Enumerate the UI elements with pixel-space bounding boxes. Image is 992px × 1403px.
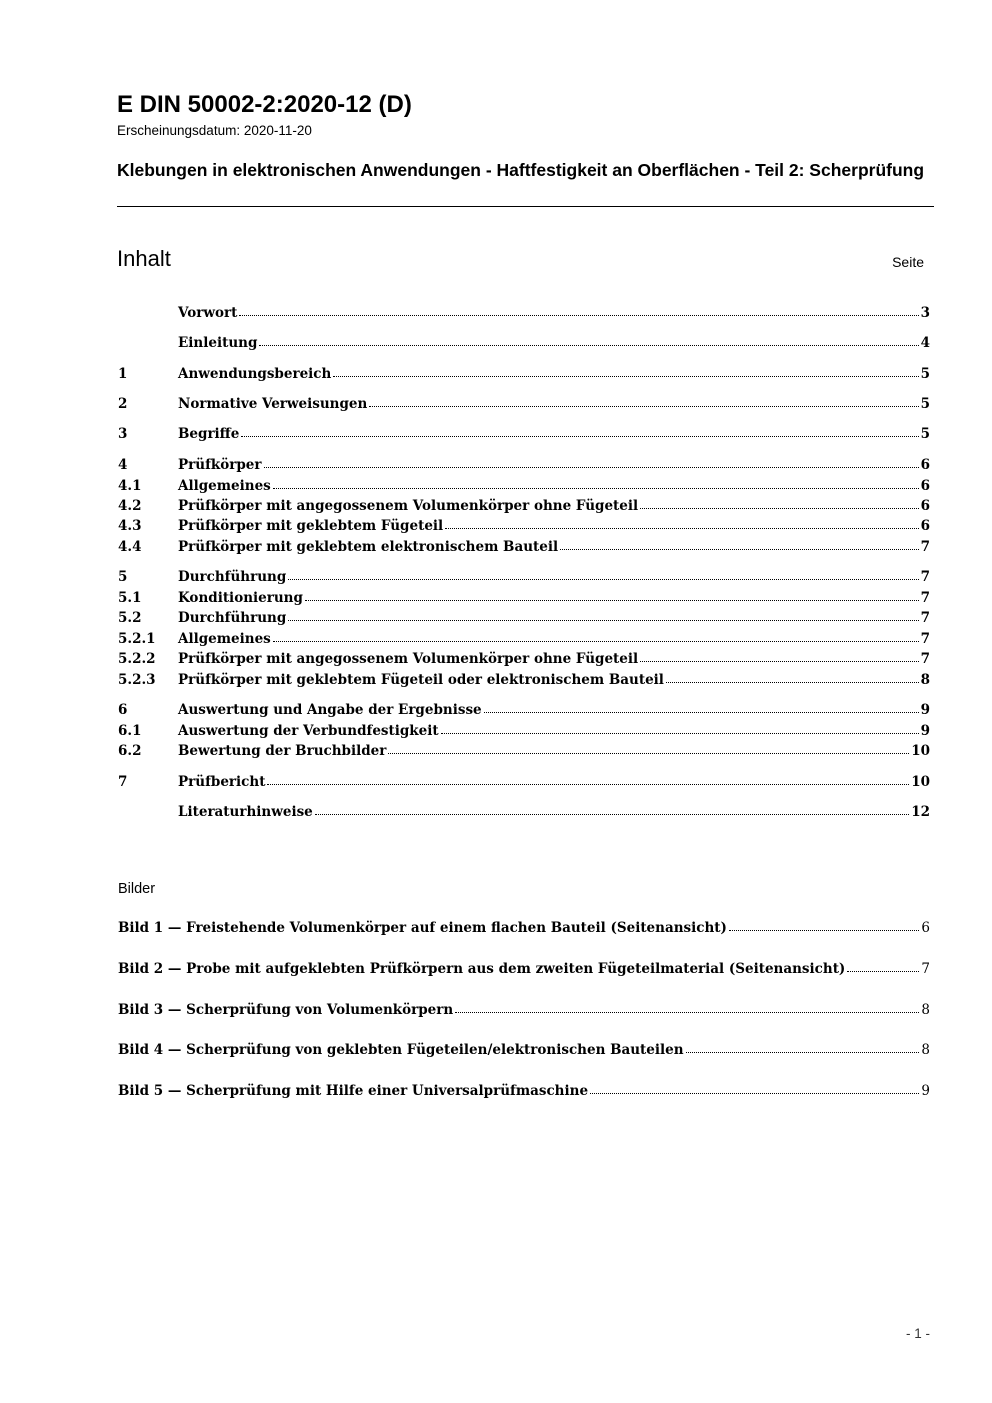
figure-entry-page: 7 bbox=[921, 961, 930, 977]
toc-entry-number: 4.3 bbox=[118, 518, 142, 534]
title-rule bbox=[117, 206, 934, 207]
toc-entry-6-2[interactable] bbox=[118, 741, 930, 761]
figures-heading: Bilder bbox=[118, 881, 156, 897]
toc-entry-label: Durchführung bbox=[178, 610, 287, 626]
dot-leader bbox=[640, 660, 918, 662]
toc-entry-4-4[interactable] bbox=[118, 537, 930, 557]
toc-entry-label: Allgemeines bbox=[178, 478, 271, 494]
dot-leader bbox=[241, 435, 918, 437]
toc-entry-label: Auswertung der Verbundfestigkeit bbox=[178, 723, 439, 739]
toc-entry-number: 5.2.2 bbox=[118, 651, 156, 667]
toc-entry-label: Literaturhinweise bbox=[178, 804, 313, 820]
figure-entry-2[interactable] bbox=[118, 959, 930, 979]
toc-entry-page: 7 bbox=[920, 651, 930, 667]
figure-entry-4[interactable] bbox=[118, 1040, 930, 1060]
toc-entry-page: 6 bbox=[920, 518, 930, 534]
toc-entry-label: Allgemeines bbox=[178, 631, 271, 647]
toc-entry-label: Durchführung bbox=[178, 569, 287, 585]
toc-entry-number: 5.1 bbox=[118, 590, 142, 606]
toc-entry-6-1[interactable] bbox=[118, 721, 930, 741]
dot-leader bbox=[441, 732, 919, 734]
toc-heading: Inhalt bbox=[117, 246, 171, 271]
toc-entry-page: 5 bbox=[920, 426, 930, 442]
toc-entry-label: Anwendungsbereich bbox=[178, 366, 332, 382]
toc-entry-5-1[interactable] bbox=[118, 588, 930, 608]
toc-entry-number: 7 bbox=[118, 774, 128, 790]
figure-entry-page: 8 bbox=[921, 1002, 930, 1018]
dot-leader bbox=[484, 711, 919, 713]
toc-entry-literaturhinweise[interactable] bbox=[118, 802, 930, 822]
toc-entry-label: Begriffe bbox=[178, 426, 240, 442]
publication-date: Erscheinungsdatum: 2020-11-20 bbox=[117, 123, 312, 138]
toc-entry-page: 5 bbox=[920, 396, 930, 412]
toc-entry-page: 12 bbox=[911, 804, 930, 820]
toc-entry-4-3[interactable] bbox=[118, 516, 930, 536]
figure-entry-3[interactable] bbox=[118, 1000, 930, 1020]
toc-entry-5-2-3[interactable] bbox=[118, 670, 930, 690]
toc-entry-label: Prüfbericht bbox=[178, 774, 266, 790]
figure-entry-page: 6 bbox=[921, 920, 930, 936]
page-number: - 1 - bbox=[905, 1326, 930, 1341]
dot-leader bbox=[847, 970, 919, 972]
toc-entry-label: Vorwort bbox=[178, 305, 238, 321]
toc-entry-number: 5.2 bbox=[118, 610, 142, 626]
toc-entry-page: 7 bbox=[920, 539, 930, 555]
toc-entry-4-1[interactable] bbox=[118, 476, 930, 496]
dot-leader bbox=[239, 314, 918, 316]
toc-entry-5-2[interactable] bbox=[118, 608, 930, 628]
dot-leader bbox=[445, 527, 918, 529]
dot-leader bbox=[729, 929, 919, 931]
toc-entry-number: 5.2.3 bbox=[118, 672, 156, 688]
toc-entry-4[interactable] bbox=[118, 455, 930, 475]
toc-entry-page: 4 bbox=[920, 335, 930, 351]
toc-entry-6[interactable] bbox=[118, 700, 930, 720]
toc-entry-number: 4.1 bbox=[118, 478, 142, 494]
toc-entry-page: 10 bbox=[911, 774, 930, 790]
dot-leader bbox=[369, 405, 918, 407]
dot-leader bbox=[315, 813, 909, 815]
dot-leader bbox=[273, 487, 919, 489]
toc-entry-5[interactable] bbox=[118, 567, 930, 587]
dot-leader bbox=[686, 1051, 920, 1053]
toc-entry-number: 1 bbox=[118, 366, 128, 382]
figure-entry-page: 8 bbox=[921, 1042, 930, 1058]
toc-entry-2[interactable] bbox=[118, 394, 930, 414]
toc-entry-page: 7 bbox=[920, 610, 930, 626]
toc-entry-number: 3 bbox=[118, 426, 128, 442]
dot-leader bbox=[259, 344, 918, 346]
toc-entry-7[interactable] bbox=[118, 772, 930, 792]
toc-entry-number: 6.1 bbox=[118, 723, 142, 739]
toc-entry-page: 10 bbox=[911, 743, 930, 759]
page-column-heading: Seite bbox=[892, 254, 924, 270]
document-title: Klebungen in elektronischen Anwendungen - Haftfestigkeit an Oberflächen - Teil 2: Scherprüfung bbox=[117, 160, 925, 180]
toc-entry-5-2-2[interactable] bbox=[118, 649, 930, 669]
toc-entry-number: 6 bbox=[118, 702, 128, 718]
toc-entry-label: Prüfkörper mit geklebtem elektronischem Bauteil bbox=[178, 539, 559, 555]
toc-entry-label: Prüfkörper mit geklebtem Fügeteil oder elektronischem Bauteil bbox=[178, 672, 664, 688]
toc-entry-page: 9 bbox=[920, 702, 930, 718]
toc-entry-page: 6 bbox=[920, 478, 930, 494]
toc-entry-label: Prüfkörper bbox=[178, 457, 262, 473]
figure-entry-label: Bild 5 — Scherprüfung mit Hilfe einer Universalprüfmaschine bbox=[118, 1083, 589, 1099]
toc-entry-page: 8 bbox=[920, 672, 930, 688]
dot-leader bbox=[640, 507, 918, 509]
toc-entry-label: Prüfkörper mit angegossenem Volumenkörper ohne Fügeteil bbox=[178, 651, 639, 667]
toc-entry-label: Einleitung bbox=[178, 335, 258, 351]
toc-entry-page: 7 bbox=[920, 590, 930, 606]
toc-entry-number: 4.4 bbox=[118, 539, 142, 555]
toc-entry-label: Prüfkörper mit geklebtem Fügeteil bbox=[178, 518, 444, 534]
toc-entry-number: 6.2 bbox=[118, 743, 142, 759]
toc-entry-number: 5.2.1 bbox=[118, 631, 156, 647]
toc-entry-label: Prüfkörper mit angegossenem Volumenkörper ohne Fügeteil bbox=[178, 498, 639, 514]
toc-entry-5-2-1[interactable] bbox=[118, 629, 930, 649]
dot-leader bbox=[305, 599, 919, 601]
toc-entry-vorwort[interactable] bbox=[118, 303, 930, 323]
dot-leader bbox=[388, 752, 909, 754]
figure-entry-label: Bild 1 — Freistehende Volumenkörper auf einem flachen Bauteil (Seitenansicht) bbox=[118, 920, 727, 936]
toc-entry-page: 6 bbox=[920, 498, 930, 514]
figure-entry-5[interactable] bbox=[118, 1081, 930, 1101]
toc-entry-page: 9 bbox=[920, 723, 930, 739]
toc-entry-label: Auswertung und Angabe der Ergebnisse bbox=[178, 702, 482, 718]
dot-leader bbox=[267, 783, 909, 785]
toc-entry-page: 7 bbox=[920, 569, 930, 585]
figure-entry-label: Bild 4 — Scherprüfung von geklebten Fügeteilen/elektronischen Bauteilen bbox=[118, 1042, 684, 1058]
dot-leader bbox=[455, 1011, 919, 1013]
dot-leader bbox=[560, 548, 918, 550]
toc-entry-number: 2 bbox=[118, 396, 128, 412]
toc-entry-4-2[interactable] bbox=[118, 496, 930, 516]
toc-entry-einleitung[interactable] bbox=[118, 333, 930, 353]
toc-entry-page: 3 bbox=[920, 305, 930, 321]
toc-entry-page: 6 bbox=[920, 457, 930, 473]
toc-entry-number: 4 bbox=[118, 457, 128, 473]
document-id: E DIN 50002-2:2020-12 (D) bbox=[117, 91, 412, 118]
figure-entry-label: Bild 3 — Scherprüfung von Volumenkörpern bbox=[118, 1002, 454, 1018]
dot-leader bbox=[333, 375, 918, 377]
figure-entry-1[interactable] bbox=[118, 918, 930, 938]
toc-entry-page: 7 bbox=[920, 631, 930, 647]
toc-entry-label: Bewertung der Bruchbilder bbox=[178, 743, 387, 759]
dot-leader bbox=[590, 1092, 919, 1094]
dot-leader bbox=[666, 681, 919, 683]
dot-leader bbox=[264, 466, 919, 468]
toc-entry-1[interactable] bbox=[118, 364, 930, 384]
toc-entry-label: Konditionierung bbox=[178, 590, 303, 606]
figure-entry-page: 9 bbox=[921, 1083, 930, 1099]
dot-leader bbox=[288, 578, 918, 580]
toc-entry-3[interactable] bbox=[118, 424, 930, 444]
dot-leader bbox=[288, 619, 918, 621]
toc-entry-number: 4.2 bbox=[118, 498, 142, 514]
toc-entry-page: 5 bbox=[920, 366, 930, 382]
toc-entry-number: 5 bbox=[118, 569, 128, 585]
figure-entry-label: Bild 2 — Probe mit aufgeklebten Prüfkörpern aus dem zweiten Fügeteilmaterial (Seitenansicht) bbox=[118, 961, 846, 977]
toc-entry-label: Normative Verweisungen bbox=[178, 396, 368, 412]
dot-leader bbox=[273, 640, 919, 642]
